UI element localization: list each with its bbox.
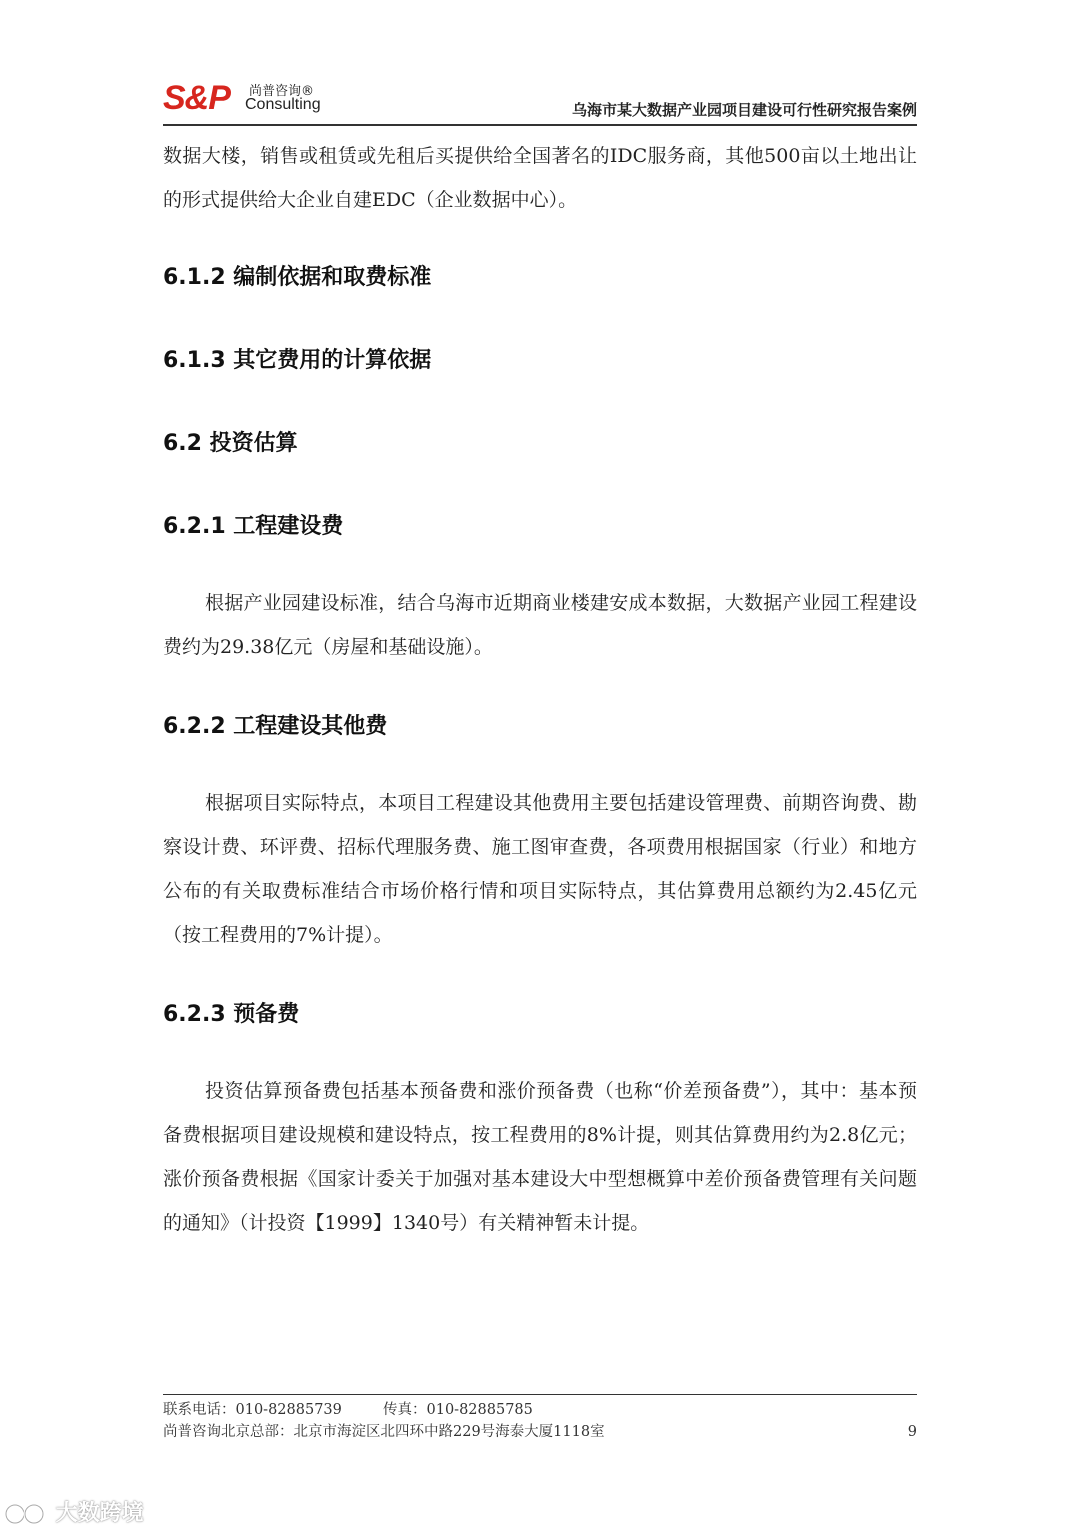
heading-6-2: 6.2 投资估算 [163,431,298,456]
watermark-text: 大数跨境 [55,1501,144,1526]
report-title: 乌海市某大数据产业园项目建设可行性研究报告案例 [571,101,917,119]
paragraph-6-2-3: 投资估算预备费包括基本预备费和涨价预备费（也称“价差预备费”），其中：基本预备费根据项目建设规模和建设特点，按工程费用的8%计提，则其估算费用约为2.8亿元；涨价预备费根据《国家计委关于加强对基本建设大中型想概算中差价预备费管理有关问题的通知》（计投资【1999】1340号）有关精神暂未计提。 [163,1080,917,1234]
heading-6-2-1: 6.2.1 工程建设费 [163,514,344,539]
watermark-logo-icon [4,1501,48,1527]
footer-fax: 传真：010-82885785 [383,1402,533,1418]
paragraph-6-2-2: 根据项目实际特点，本项目工程建设其他费用主要包括建设管理费、前期咨询费、勘察设计费、环评费、招标代理服务费、施工图审查费，各项费用根据国家（行业）和地方公布的有关取费标准结合市场价格行情和项目实际特点，其估算费用总额约为2.45亿元（按工程费用的7%计提）。 [163,792,917,946]
heading-6-2-2: 6.2.2 工程建设其他费 [163,714,388,739]
logo-brand: S&P [163,79,230,117]
logo-english-name: Consulting [245,96,321,113]
paragraph-6-2-1: 根据产业园建设标准，结合乌海市近期商业楼建安成本数据，大数据产业园工程建设费约为29.38亿元（房屋和基础设施）。 [163,592,917,658]
heading-6-2-3: 6.2.3 预备费 [163,1002,300,1027]
page-number: 9 [907,1424,917,1440]
logo-chinese-name: 尚普咨询® [249,84,315,99]
footer-phone: 联系电话：010-82885739 [163,1402,342,1418]
page-footer [163,1394,917,1443]
watermark [4,1496,144,1527]
page-content [163,134,917,1245]
heading-6-1-2: 6.1.2 编制依据和取费标准 [163,265,432,290]
intro-paragraph: 数据大楼，销售或租赁或先租后买提供给全国著名的IDC服务商，其他500亩以土地出让的形式提供给大企业自建EDC（企业数据中心）。 [163,145,917,211]
footer-address: 尚普咨询北京总部：北京市海淀区北四环中路229号海泰大厦1118室 [163,1424,605,1440]
page-header [163,72,917,126]
heading-6-1-3: 6.1.3 其它费用的计算依据 [163,348,432,373]
